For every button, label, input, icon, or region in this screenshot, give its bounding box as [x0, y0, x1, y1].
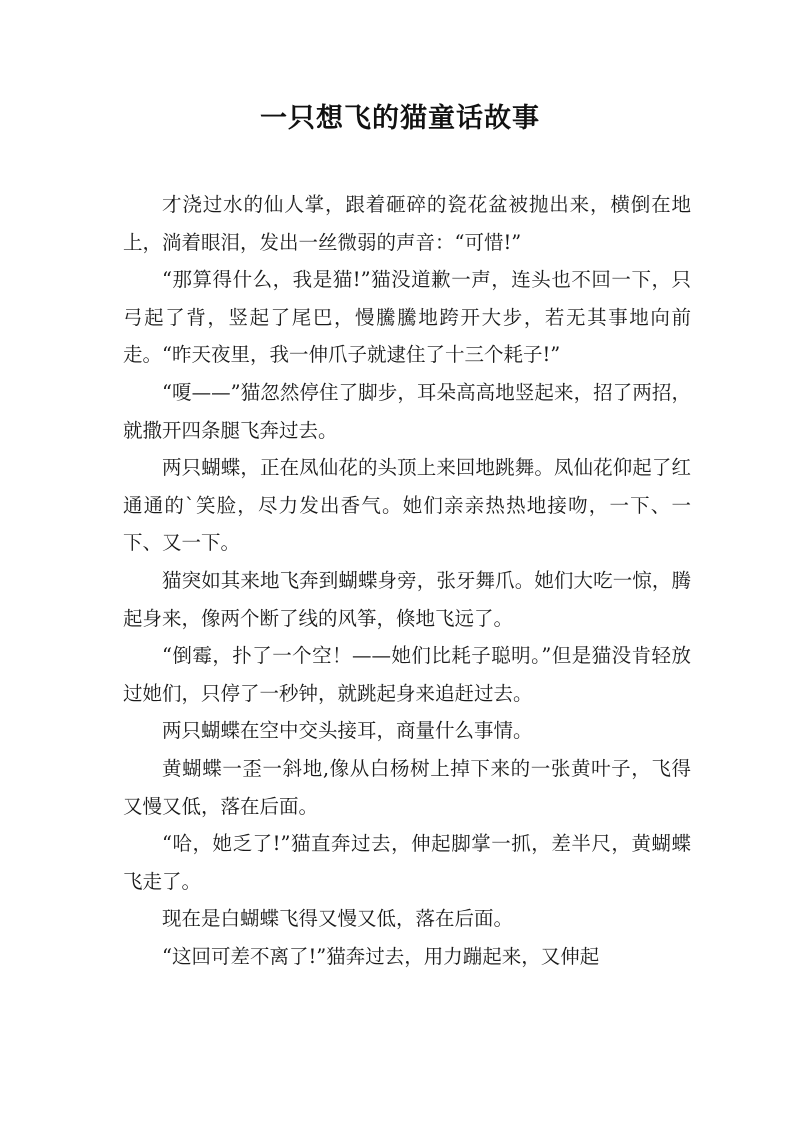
paragraph: “倒霉，扑了一个空！——她们比耗子聪明。”但是猫没肯轻放过她们，只停了一秒钟，就跳起身来追赶过去。	[123, 644, 691, 705]
paragraph: 两只蝴蝶在空中交头接耳，商量什么事情。	[162, 719, 533, 743]
document-title: 一只想飞的猫童话故事	[260, 103, 540, 134]
paragraph: 两只蝴蝶，正在凤仙花的头顶上来回地跳舞。凤仙花仰起了红通通的`笑脸，尽力发出香气。她们亲亲热热地接吻，一下、一下、又一下。	[123, 456, 691, 555]
paragraph: “那算得什么，我是猫!”猫没道歉一声，连头也不回一下，只弓起了背，竖起了尾巴，慢騰騰地跨开大步，若无其事地向前走。“昨天夜里，我一伸爪子就逮住了十三个耗子!”	[123, 268, 691, 367]
document-body	[123, 186, 691, 975]
paragraph: 现在是白蝴蝶飞得又慢又低，落在后面。	[162, 907, 514, 931]
paragraph: 黄蝴蝶一歪一斜地,像从白杨树上掉下来的一张黄叶子，飞得又慢又低，落在后面。	[123, 756, 691, 818]
paragraph: 才浇过水的仙人掌，跟着砸碎的瓷花盆被抛出来，横倒在地上，淌着眼泪，发出一丝微弱的声音：“可惜!”	[123, 193, 691, 254]
paragraph: “哈，她乏了!”猫直奔过去，伸起脚掌一抓，差半尺，黄蝴蝶飞走了。	[123, 832, 691, 893]
paragraph: “这回可差不离了!”猫奔过去，用力蹦起来，又伸起	[162, 944, 600, 968]
paragraph: “嗄——”猫忽然停住了脚步，耳朵高高地竖起来，招了两招，就撒开四条腿飞奔过去。	[123, 380, 691, 442]
paragraph: 猫突如其来地飞奔到蝴蝶身旁，张牙舞爪。她们大吃一惊，腾起身来，像两个断了线的风筝，倏地飞远了。	[123, 568, 691, 630]
